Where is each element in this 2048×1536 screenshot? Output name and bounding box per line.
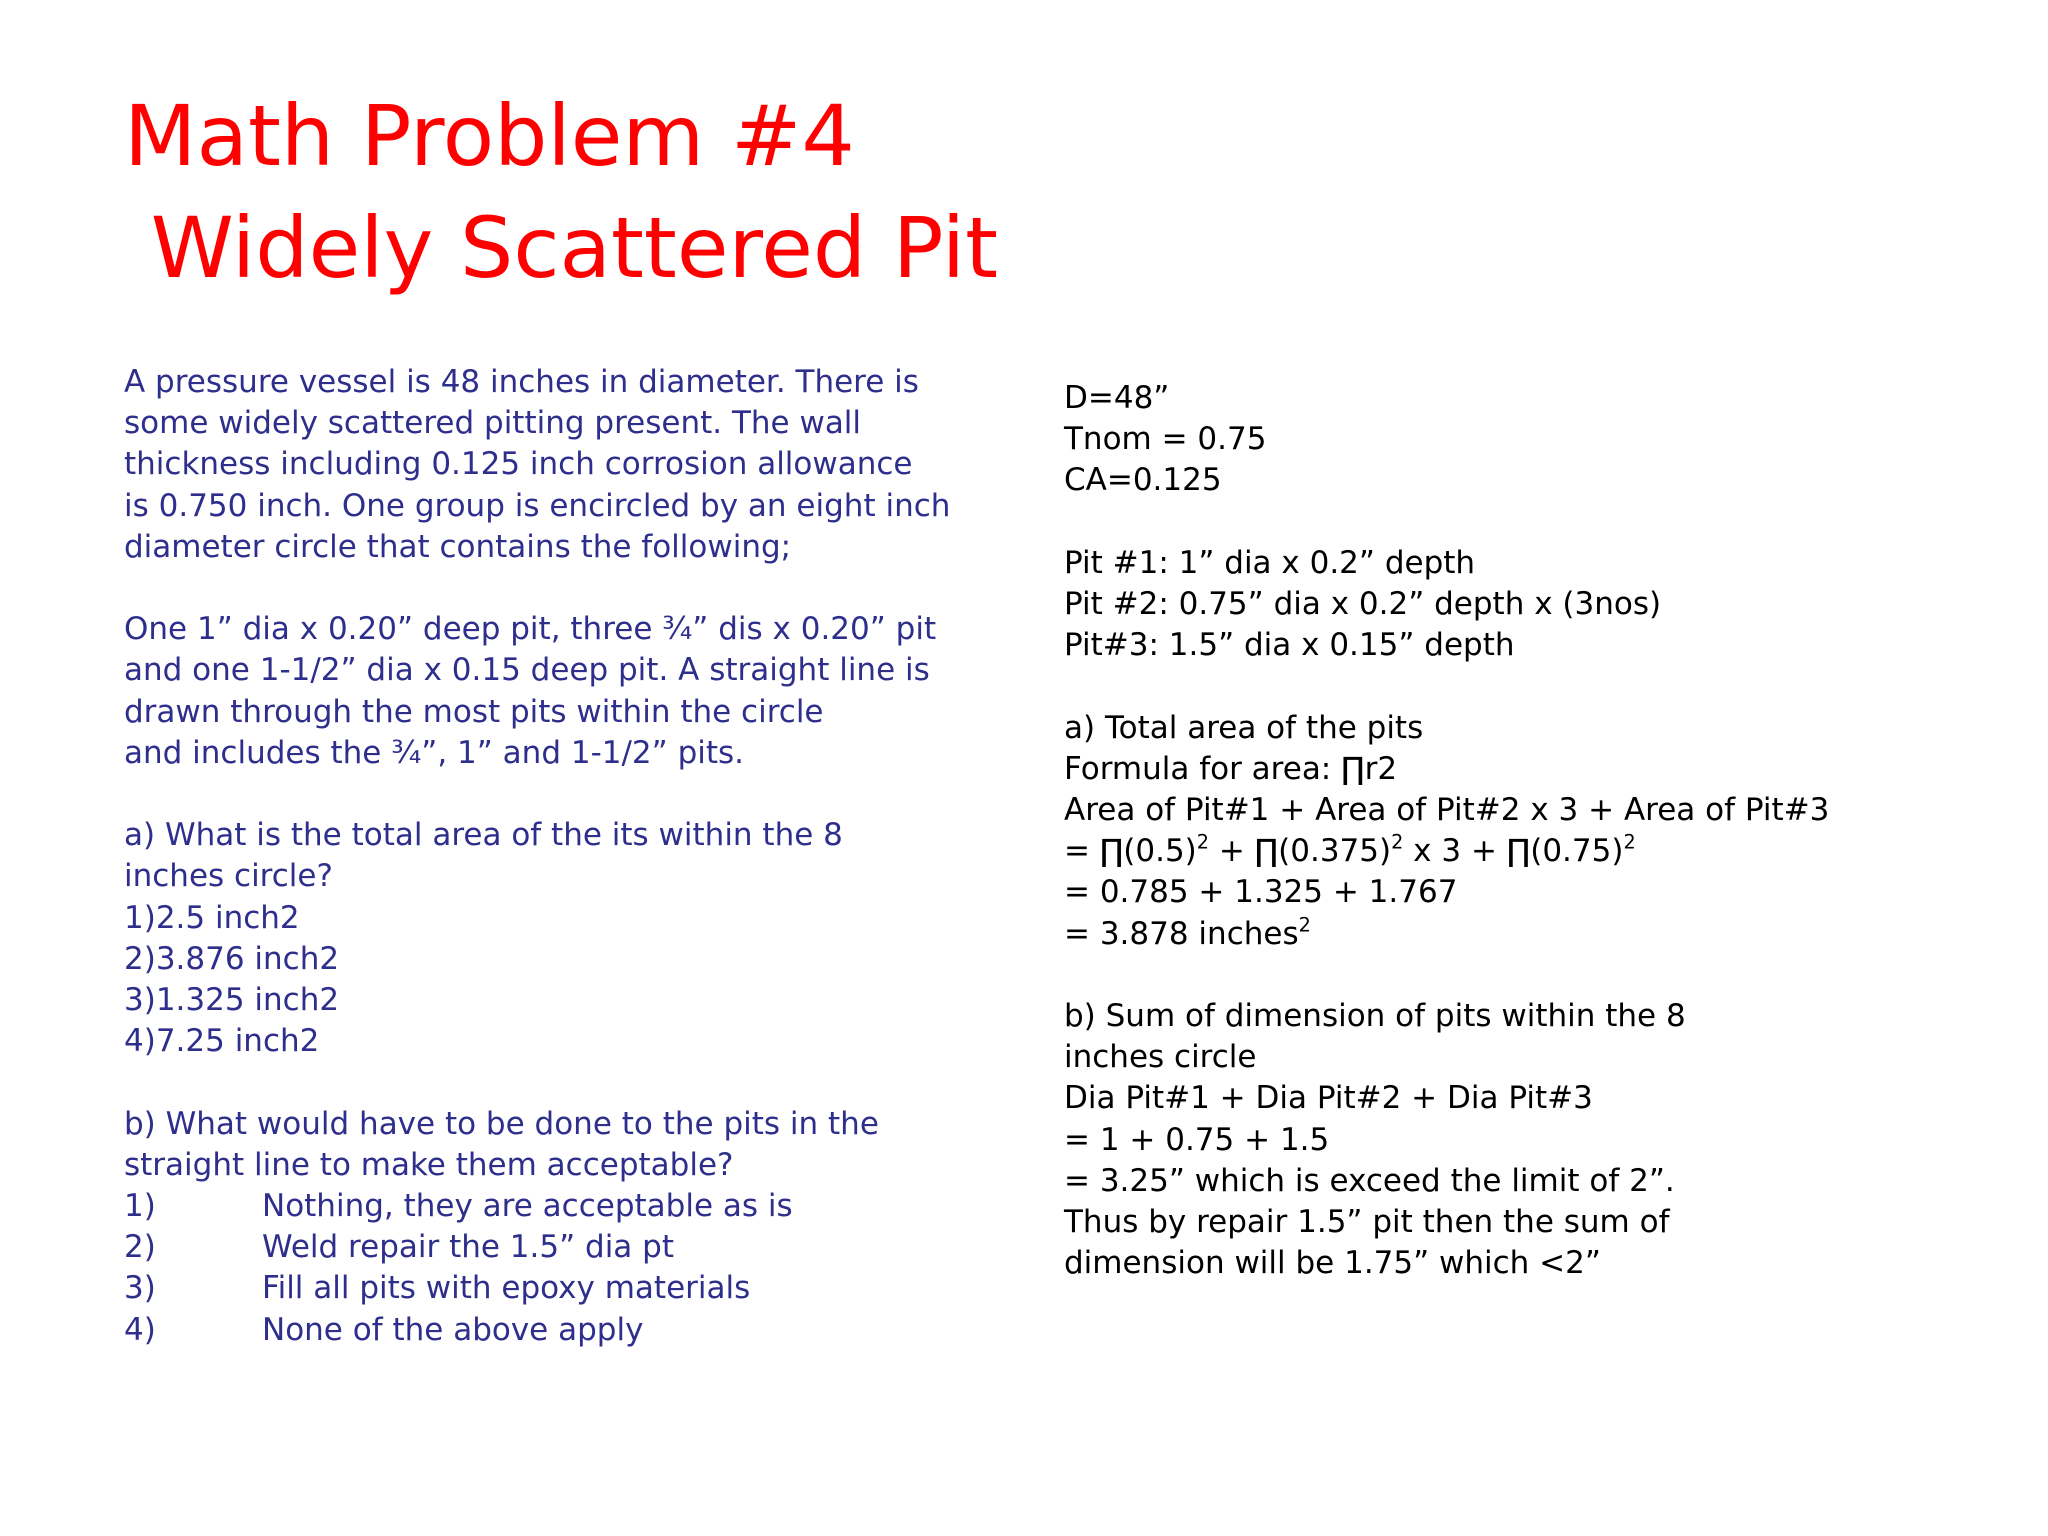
- problem-line: and one 1-1/2” dia x 0.15 deep pit. A straight line is: [124, 652, 930, 689]
- part-b-line: = 1 + 0.75 + 1.5: [1064, 1121, 1330, 1158]
- spacer: [1064, 955, 2004, 996]
- option-text: Fill all pits with epoxy materials: [262, 1270, 751, 1307]
- question-b-option: [124, 1268, 984, 1309]
- spacer: [124, 568, 984, 609]
- result-text: = 3.878 inches: [1064, 915, 1299, 952]
- option-number: 2): [124, 1229, 156, 1266]
- given-line: D=48”: [1064, 380, 1170, 416]
- part-b-line: inches circle: [1064, 1039, 1257, 1076]
- option-text: Nothing, they are acceptable as is: [262, 1188, 793, 1225]
- part-a-formula: Formula for area: ∏r2: [1064, 750, 1398, 787]
- question-b-option: [124, 1310, 984, 1351]
- question-b-option: [124, 1227, 984, 1268]
- pit-line: Pit #1: 1” dia x 0.2” depth: [1064, 544, 1476, 581]
- part-a-values-line: = 0.785 + 1.325 + 1.767: [1064, 874, 1458, 911]
- exponent: 2: [1623, 830, 1636, 854]
- problem-line: A pressure vessel is 48 inches in diameter. There is: [124, 364, 919, 400]
- part-b-line: = 3.25” which is exceed the limit of 2”.: [1064, 1162, 1675, 1199]
- problem-line: is 0.750 inch. One group is encircled by an eight inch: [124, 487, 951, 524]
- question-b-line: b) What would have to be done to the pits in the: [124, 1105, 879, 1142]
- part-a-result: [1064, 914, 2004, 955]
- problem-line: and includes the ¾”, 1” and 1-1/2” pits.: [124, 734, 745, 771]
- question-a-option: 4)7.25 inch2: [124, 1023, 320, 1060]
- pit-line: Pit#3: 1.5” dia x 0.15” depth: [1064, 627, 1515, 664]
- question-a-option: 1)2.5 inch2: [124, 899, 300, 936]
- spacer: [1064, 666, 2004, 707]
- spacer: [1064, 502, 2004, 543]
- spacer: [124, 1062, 984, 1103]
- problem-line: thickness including 0.125 inch corrosion allowance: [124, 446, 913, 483]
- problem-line: One 1” dia x 0.20” deep pit, three ¾” dis x 0.20” pit: [124, 611, 937, 648]
- question-a-line: a) What is the total area of the its within the 8: [124, 817, 843, 854]
- question-b-option: [124, 1186, 984, 1227]
- title-line-2: Widely Scattered Pit: [124, 199, 999, 297]
- title-line-1: Math Problem #4: [124, 87, 855, 185]
- pit-line: Pit #2: 0.75” dia x 0.2” depth x (3nos): [1064, 586, 1662, 622]
- exponent: 2: [1391, 830, 1404, 854]
- option-text: Weld repair the 1.5” dia pt: [262, 1229, 674, 1266]
- part-a-heading: a) Total area of the pits: [1064, 709, 1424, 746]
- problem-line: diameter circle that contains the following;: [124, 528, 792, 565]
- question-a-line: inches circle?: [124, 858, 333, 895]
- option-number: 1): [124, 1188, 156, 1225]
- part-a-sum-line: Area of Pit#1 + Area of Pit#2 x 3 + Area of Pit#3: [1064, 792, 1830, 828]
- exponent: 2: [1298, 913, 1311, 937]
- part-a-calc-line: [1064, 831, 2004, 872]
- problem-line: some widely scattered pitting present. The wall: [124, 405, 862, 442]
- part-b-line: b) Sum of dimension of pits within the 8: [1064, 998, 1686, 1034]
- option-text: None of the above apply: [262, 1311, 644, 1348]
- calc-term: + ∏(0.375): [1209, 833, 1392, 870]
- spacer: [124, 774, 984, 815]
- problem-statement: [124, 362, 984, 1351]
- option-number: 4): [124, 1311, 156, 1348]
- exponent: 2: [1196, 830, 1209, 854]
- part-b-line: dimension will be 1.75” which <2”: [1064, 1245, 1601, 1282]
- calc-term: x 3 + ∏(0.75): [1403, 833, 1624, 870]
- part-b-line: Dia Pit#1 + Dia Pit#2 + Dia Pit#3: [1064, 1080, 1593, 1117]
- question-b-line: straight line to make them acceptable?: [124, 1146, 734, 1183]
- question-a-option: 2)3.876 inch2: [124, 940, 340, 977]
- part-b-line: Thus by repair 1.5” pit then the sum of: [1064, 1204, 1670, 1241]
- question-a-option: 3)1.325 inch2: [124, 982, 340, 1019]
- problem-line: drawn through the most pits within the circle: [124, 693, 824, 730]
- option-number: 3): [124, 1270, 156, 1307]
- slide-title: [124, 80, 998, 304]
- calc-term: = ∏(0.5): [1064, 833, 1197, 870]
- given-line: CA=0.125: [1064, 462, 1222, 499]
- given-line: Tnom = 0.75: [1064, 421, 1267, 458]
- solution-panel: [1064, 378, 2004, 1284]
